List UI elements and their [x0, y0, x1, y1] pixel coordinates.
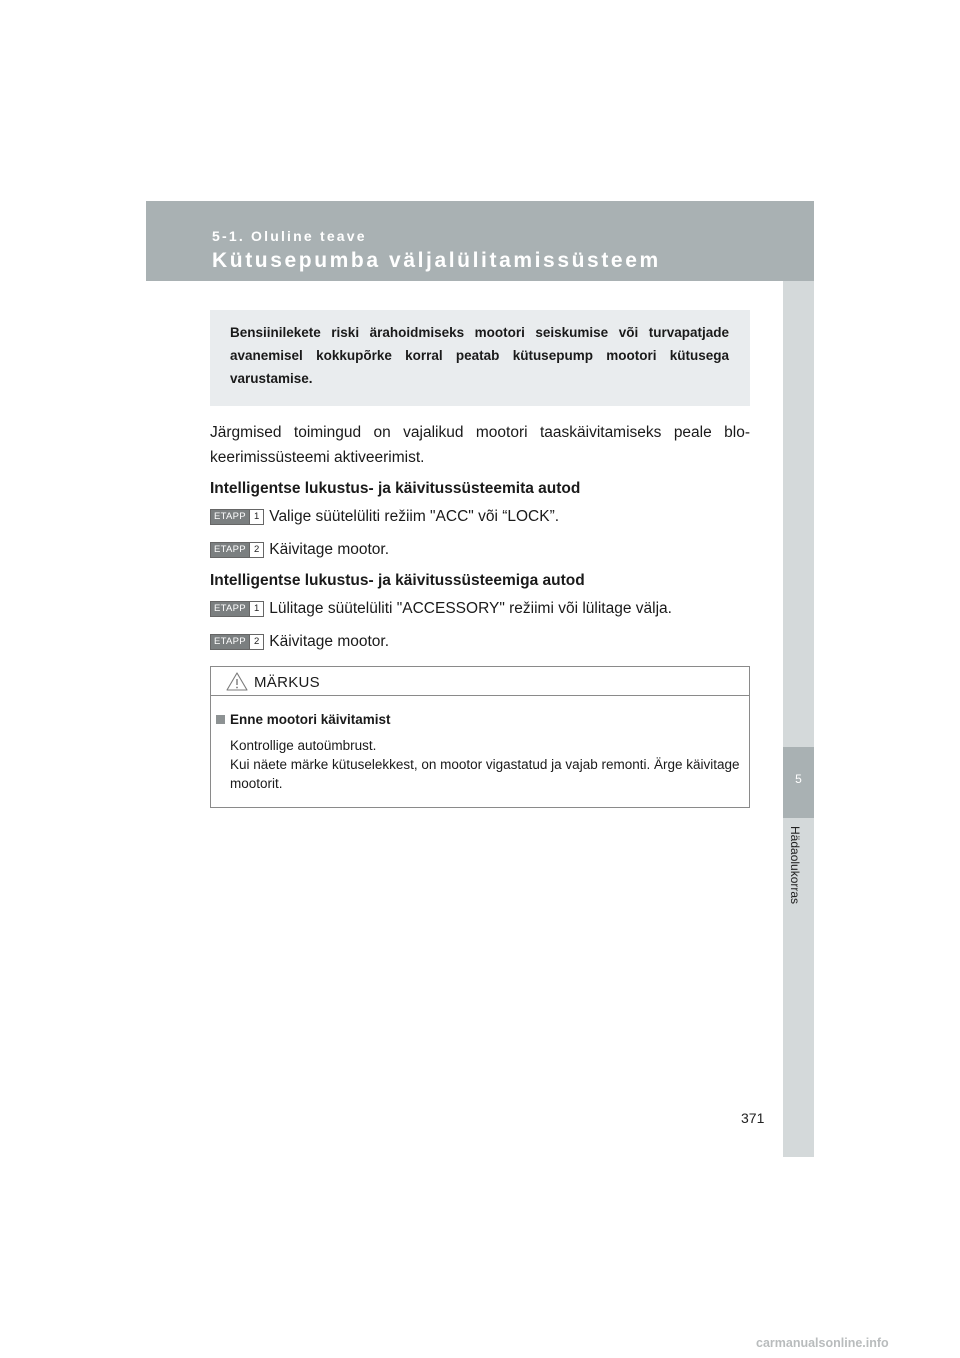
warning-triangle-icon: [226, 672, 248, 691]
intro-box: [210, 310, 750, 406]
step-text: Valige süütelüliti režiim "ACC" või “LOCK”.: [269, 508, 560, 525]
step-item: [210, 505, 750, 529]
step-text: Käivitage mootor.: [269, 541, 390, 558]
chapter-side-strip: [783, 281, 814, 1157]
notice-body: [211, 696, 749, 793]
step-badge-number: 1: [249, 510, 263, 524]
watermark: carmanualsonline.info: [756, 1336, 889, 1350]
step-text: Käivitage mootor.: [269, 633, 390, 650]
step-badge-word: ETAPP: [211, 602, 249, 616]
step-badge-number: 2: [249, 635, 263, 649]
step-item: [210, 538, 750, 562]
step-badge: [210, 601, 264, 617]
step-badge-word: ETAPP: [211, 635, 249, 649]
square-bullet-icon: [216, 715, 225, 724]
step-badge-word: ETAPP: [211, 543, 249, 557]
step-item: [210, 597, 750, 621]
chapter-number: 5: [795, 772, 802, 786]
step-text: Lülitage süütelüliti "ACCESSORY" režiimi või lülitage välja.: [269, 600, 672, 617]
step-badge: [210, 634, 264, 650]
body-paragraph: Järgmised toimingud on vajalikud mootori taaskäivitamiseks peale blokeerimissüsteemi aktiveerimist.: [210, 424, 750, 466]
notice-header: [211, 667, 749, 696]
notice-item-heading: [216, 710, 743, 729]
section-heading: Intelligentse lukustus- ja käivitussüsteemiga autod: [210, 572, 585, 589]
notice-box: [210, 666, 750, 808]
notice-text: [230, 736, 743, 793]
chapter-name: Hädaolukorras: [788, 826, 802, 905]
header-band: [146, 201, 814, 281]
section-label: 5-1. Oluline teave: [212, 228, 367, 244]
step-badge-number: 1: [249, 602, 263, 616]
section-heading: Intelligentse lukustus- ja käivitussüsteemita autod: [210, 480, 581, 497]
intro-text: Bensiinilekete riski ärahoidmiseks mootori seiskumise või turvapatjade avanemisel kokkupõrke korral peatab kütusepump mootori kütusega varustamise.: [230, 325, 729, 386]
step-badge-number: 2: [249, 543, 263, 557]
notice-item-title: Enne mootori käivitamist: [230, 712, 391, 727]
notice-line: Kui näete märke kütuselekkest, on mootor vigastatud ja vajab remonti. Ärge käivitage mootorit.: [230, 757, 740, 791]
step-badge: [210, 542, 264, 558]
page-title: Kütusepumba väljalülitamissüsteem: [212, 249, 661, 272]
main-content: [210, 420, 750, 661]
notice-title: MÄRKUS: [254, 674, 320, 691]
step-badge-word: ETAPP: [211, 510, 249, 524]
notice-line: Kontrollige autoümbrust.: [230, 738, 377, 753]
chapter-tab[interactable]: [783, 747, 814, 818]
step-badge: [210, 509, 264, 525]
step-item: [210, 630, 750, 654]
page-number: 371: [741, 1110, 765, 1126]
